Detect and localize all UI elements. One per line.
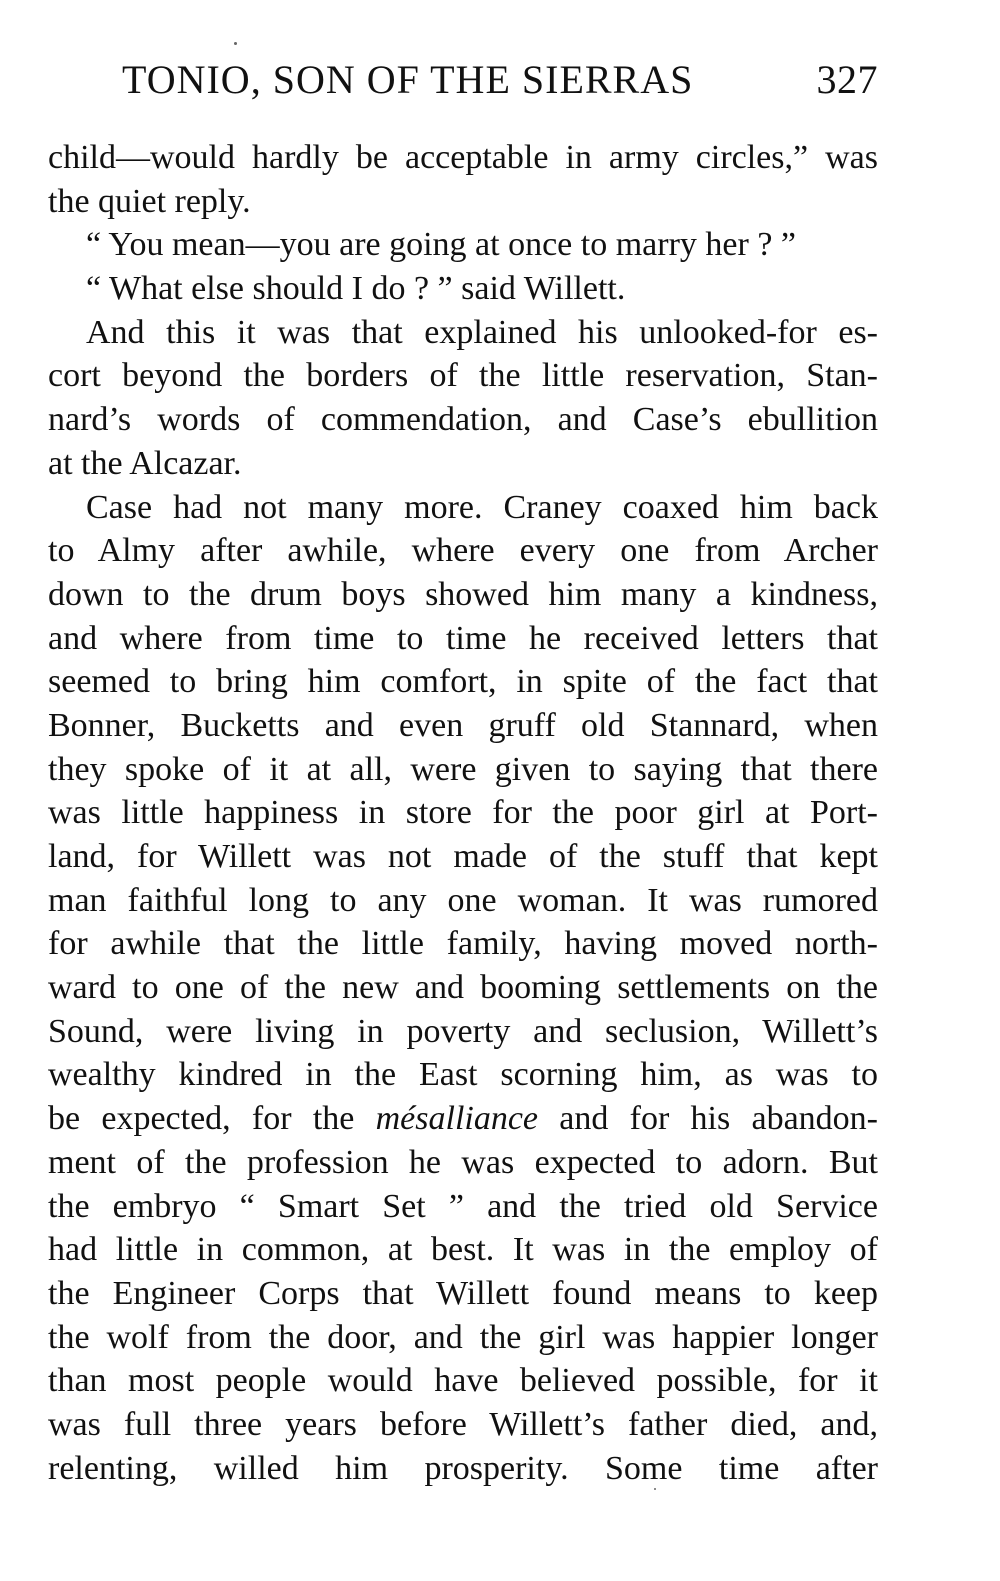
text-line: “ What else should I do ? ” said Willett. [86,270,626,308]
text-line: than most people would have believed possible, for it [48,1362,878,1400]
body-text [48,136,878,1490]
text-line: wealthy kindred in the East scorning him, as was to [48,1056,878,1094]
text-line: Bonner, Bucketts and even gruff old Stannard, when [48,706,878,744]
text-line: the wolf from the door, and the girl was happier longer [48,1318,878,1356]
text-line: ment of the profession he was expected to adorn. But [48,1143,878,1181]
text-line: for awhile that the little family, having moved north- [48,925,878,963]
text-line: was full three years before Willett’s father died, and, [48,1405,878,1443]
text-line: Case had not many more. Craney coaxed him back [86,488,878,526]
text-line: relenting, willed him prosperity. Some time after [48,1449,878,1487]
text-line: ward to one of the new and booming settlements on the [48,969,878,1007]
page-number: 327 [816,57,878,102]
text-line: they spoke of it at all, were given to saying that there [48,750,878,788]
text-line: the quiet reply. [48,182,251,220]
text-line: had little in common, at best. It was in the employ of [48,1231,878,1269]
running-header [48,56,878,112]
print-speck [234,42,237,45]
text-line: seemed to bring him comfort, in spite of the fact that [48,663,878,701]
text-line: And this it was that explained his unlooked-for es- [86,313,878,351]
text-line: to Almy after awhile, where every one from Archer [48,532,878,570]
text-line: the Engineer Corps that Willett found means to keep [48,1274,878,1312]
text-line: and where from time to time he received letters that [48,619,878,657]
text-line: child—would hardly be acceptable in army circles,” was [48,139,878,176]
text-line: “ You mean—you are going at once to marry her ? ” [86,226,796,264]
text-line: at the Alcazar. [48,444,242,482]
text-line: the embryo “ Smart Set ” and the tried old Service [48,1187,878,1225]
text-line: Sound, were living in poverty and seclusion, Willett’s [48,1012,878,1050]
running-title: TONIO, SON OF THE SIERRAS [122,57,694,102]
text-line: down to the drum boys showed him many a kindness, [48,575,878,613]
text-line: land, for Willett was not made of the stuff that kept [48,838,878,875]
text-line: nard’s words of commendation, and Case’s ebullition [48,401,878,439]
text-line: be expected, for the mésalliance and for his abandon- [48,1100,878,1138]
print-speck [654,1488,656,1490]
text-line: was little happiness in store for the poor girl at Port- [48,794,878,832]
text-line: cort beyond the borders of the little reservation, Stan- [48,357,878,395]
text-line: man faithful long to any one woman. It was rumored [48,881,878,919]
book-page [48,56,878,1490]
